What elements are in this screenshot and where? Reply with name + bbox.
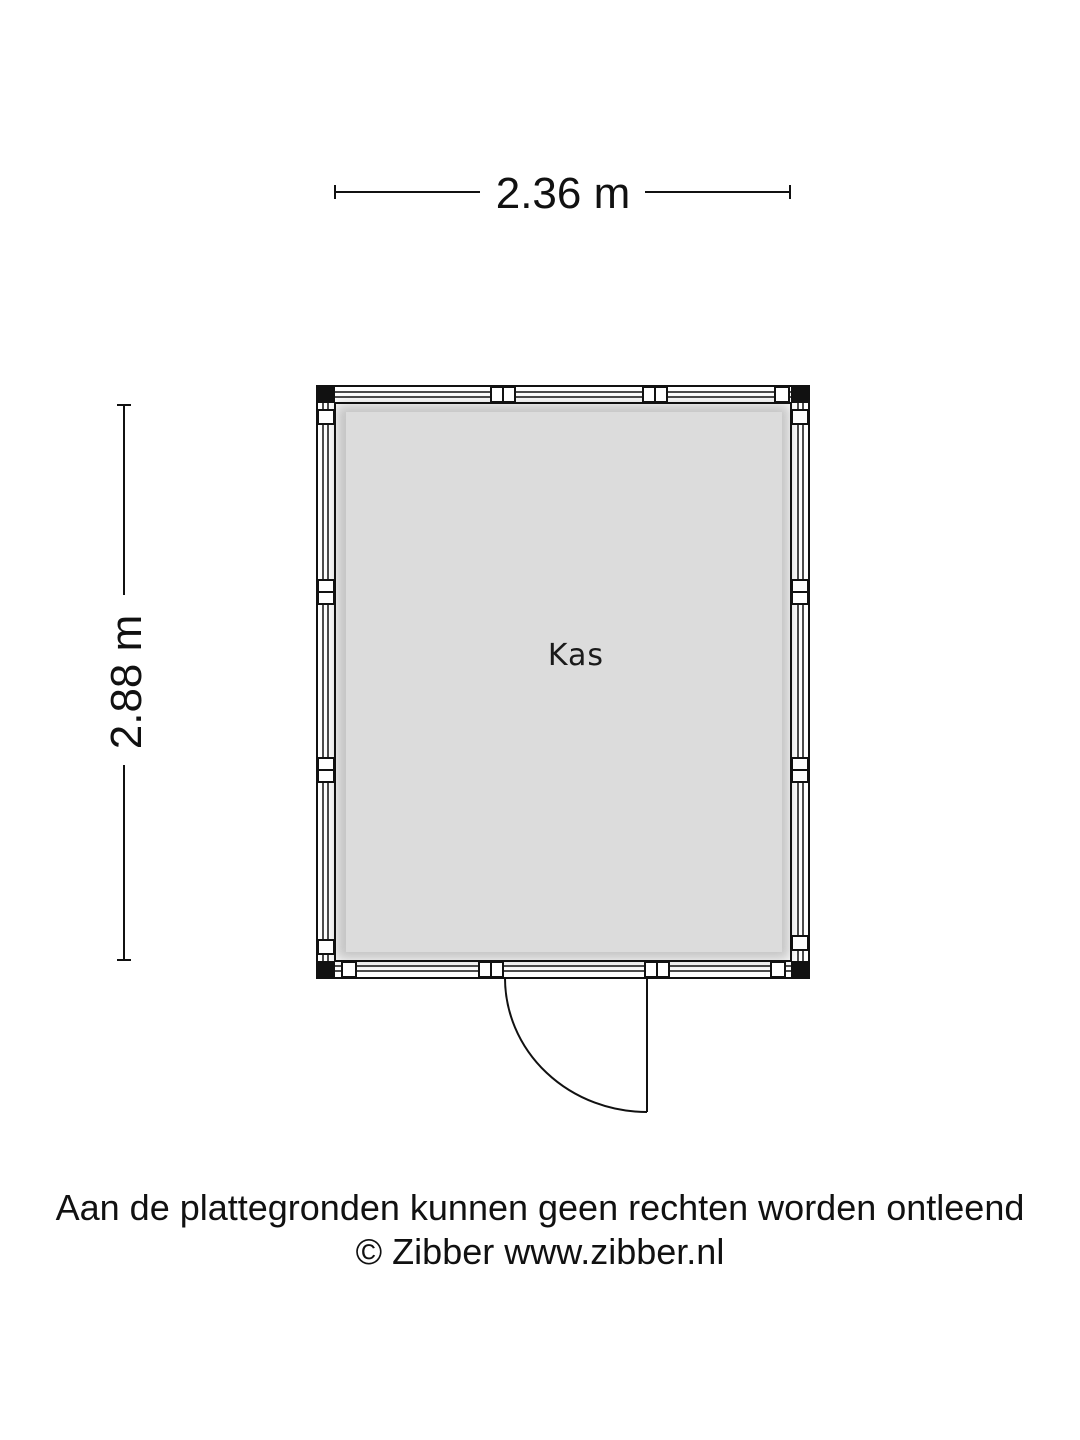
copyright-text: © Zibber www.zibber.nl	[355, 1231, 725, 1272]
door-swing-arc	[505, 978, 647, 1112]
height-label: 2.88 m	[102, 614, 151, 750]
width-dimension	[335, 169, 790, 218]
room-floor	[346, 412, 782, 952]
room-label: Kas	[547, 638, 605, 673]
room-kas	[336, 404, 790, 960]
door	[505, 978, 647, 1112]
disclaimer-text: Aan de plattegronden kunnen geen rechten worden ontleend	[55, 1187, 1025, 1228]
height-dimension	[102, 405, 151, 960]
width-label: 2.36 m	[495, 169, 631, 218]
